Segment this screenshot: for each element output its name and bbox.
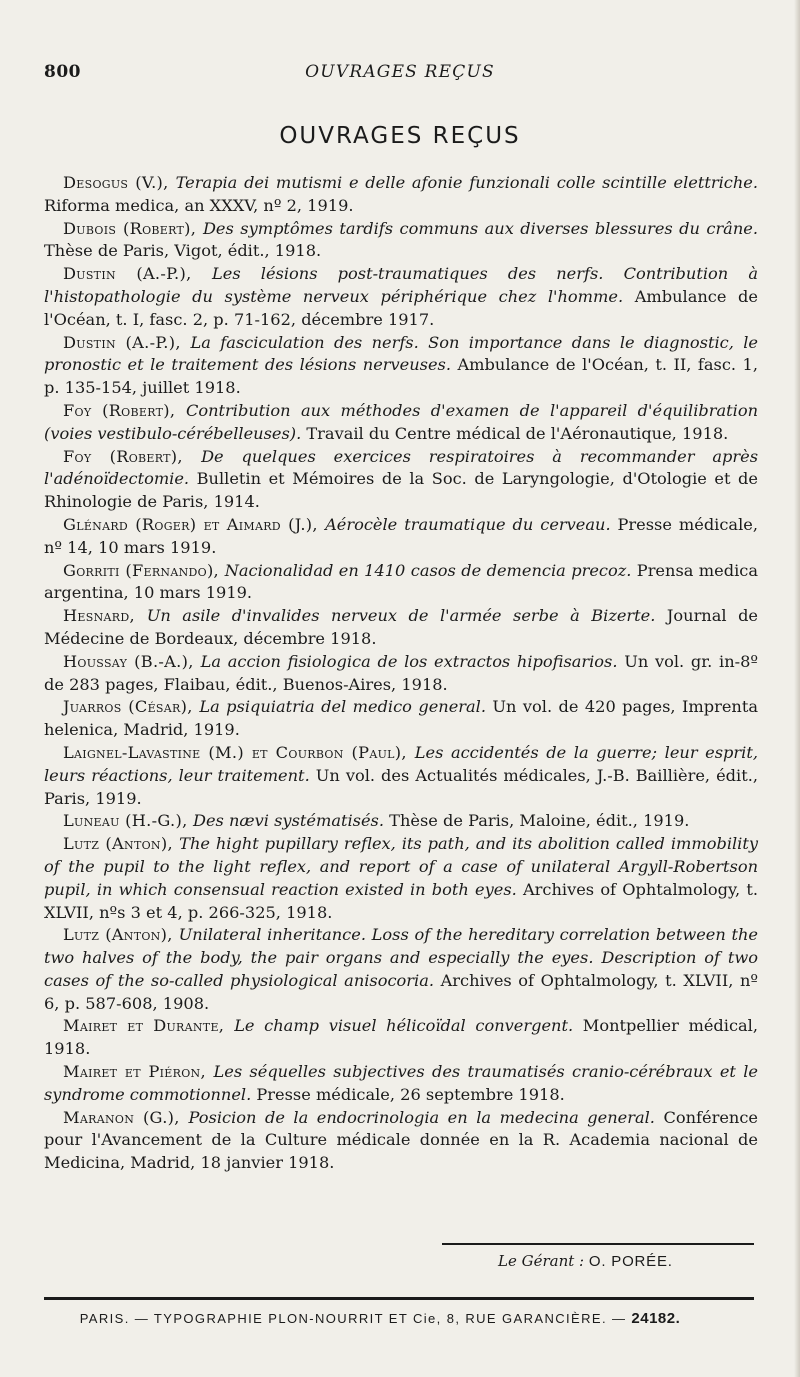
entry-publication: Un vol. gr. in-8º de 283 pages, Flaibau, édit., Buenos-Aires, 1918. xyxy=(44,651,759,694)
entry-publication: Ambulance de l'Océan, t. I, fasc. 2, p. 71-162, décembre 1917. xyxy=(44,286,758,329)
bibliography-entry xyxy=(44,651,758,697)
page-number: 800 xyxy=(44,62,81,82)
entry-work-title: Un asile d'invalides nerveux de l'armée serbe à Bizerte. xyxy=(146,606,656,626)
entry-work-title: Des nævi systématisés. xyxy=(193,811,384,831)
entry-publication: Thèse de Paris, Vigot, édit., 1918. xyxy=(44,241,322,261)
bibliography-entry xyxy=(44,1061,758,1107)
entry-work-title: La accion fisiologica de los extractos hipofisarios. xyxy=(200,651,618,671)
bibliography-entry xyxy=(44,400,758,446)
bibliography-entry xyxy=(44,332,758,400)
entry-publication: Ambulance de l'Océan, t. II, fasc. 1, p. 135-154, juillet 1918. xyxy=(44,355,758,398)
entry-publication: Travail du Centre médical de l'Aéronautique, 1918. xyxy=(301,423,729,443)
entry-publication: Journal de Médecine de Bordeaux, décembre 1918. xyxy=(44,606,759,648)
entry-publication: Presse médicale, nº 14, 10 mars 1919. xyxy=(44,514,758,557)
imprint-text: PARIS. — TYPOGRAPHIE PLON-NOURRIT ET Cie, 8, RUE GARANCIÈRE. — xyxy=(79,1311,632,1326)
entry-author: Lutz (Anton), xyxy=(63,834,180,854)
bibliography-entry xyxy=(44,833,758,924)
entry-work-title: Des symptômes tardifs communs aux diverses blessures du crâne. xyxy=(202,218,758,238)
entry-author: Laignel-Lavastine (M.) et Courbon (Paul), xyxy=(63,742,415,762)
entry-work-title: Le champ visuel hélicoïdal convergent. xyxy=(234,1016,574,1036)
entry-author: Maranon (G.), xyxy=(63,1107,189,1127)
bibliography-list xyxy=(44,172,758,1175)
entry-author: Foy (Robert), xyxy=(63,446,202,466)
imprint-rule xyxy=(44,1297,754,1300)
entry-publication: Montpellier médical, 1918. xyxy=(44,1016,758,1059)
entry-publication: Archives of Ophtalmology, t. XLVII, nºs 3 et 4, p. 266-325, 1918. xyxy=(44,879,758,922)
imprint-number: 24182. xyxy=(631,1310,681,1327)
entry-author: Lutz (Anton), xyxy=(63,925,179,945)
bibliography-entry xyxy=(44,742,758,810)
section-title: OUVRAGES REÇUS xyxy=(279,123,521,149)
entry-work-title: Posicion de la endocrinologia en la medecina general. xyxy=(188,1107,655,1127)
signature-line xyxy=(498,1252,673,1270)
bibliography-entry xyxy=(44,1107,758,1175)
entry-publication: Riforma medica, an XXXV, nº 2, 1919. xyxy=(44,195,354,215)
entry-author: Hesnard, xyxy=(63,606,147,626)
entry-author: Dubois (Robert), xyxy=(63,218,203,238)
entry-author: Desogus (V.), xyxy=(63,173,176,192)
entry-author: Mairet et Durante, xyxy=(63,1016,235,1036)
entry-author: Mairet et Piéron, xyxy=(63,1062,214,1082)
printer-imprint xyxy=(0,1310,760,1327)
entry-work-title: Nacionalidad en 1410 casos de demencia precoz. xyxy=(224,560,632,580)
entry-work-title: Aérocèle traumatique du cerveau. xyxy=(325,514,611,534)
bibliography-entry xyxy=(44,218,758,264)
entry-work-title: La fasciculation des nerfs. Son importance dans le diagnostic, le pronostic et le traitement des lésions nerveuses. xyxy=(44,332,758,375)
bibliography-entry xyxy=(44,924,758,1015)
entry-work-title: Terapia dei mutismi e delle afonie funzionali colle scintille elettriche. xyxy=(175,173,758,192)
bibliography-entry xyxy=(44,810,758,833)
entry-publication: Bulletin et Mémoires de la Soc. de Laryngologie, d'Otologie et de Rhinologie de Paris, 1914. xyxy=(44,469,758,512)
entry-work-title: Les séquelles subjectives des traumatisés cranio-cérébraux et le syndrome commotionnel. xyxy=(44,1062,758,1104)
entry-author: Gorriti (Fernando), xyxy=(63,560,225,580)
bibliography-entry xyxy=(44,696,758,742)
entry-work-title: Les accidentés de la guerre; leur esprit, leurs réactions, leur traitement. xyxy=(44,742,758,785)
entry-publication: Presse médicale, 26 septembre 1918. xyxy=(251,1084,565,1104)
running-title: OUVRAGES REÇUS xyxy=(305,62,495,82)
entry-publication: Archives of Ophtalmology, t. XLVII, nº 6, p. 587-608, 1908. xyxy=(44,970,758,1013)
entry-work-title: The hight pupillary reflex, its path, and its abolition called immobility of the pupil to the light reflex, and report of a case of unilateral Argyll-Robertson pupil, in which consensual reaction existed in both eyes. xyxy=(44,834,758,899)
entry-author: Juarros (César), xyxy=(63,697,200,717)
signature-name: O. PORÉE. xyxy=(588,1253,673,1270)
signature-label: Le Gérant : xyxy=(498,1252,589,1270)
entry-author: Luneau (H.-G.), xyxy=(63,811,193,831)
running-head xyxy=(44,62,756,86)
entry-publication: Conférence pour l'Avancement de la Culture médicale donnée en la R. Academia nacional de Medicina, Madrid, 18 janvier 1918. xyxy=(44,1107,758,1173)
bibliography-entry xyxy=(44,1015,758,1061)
entry-work-title: La psiquiatria del medico general. xyxy=(199,697,486,717)
entry-publication: Un vol. de 420 pages, Imprenta helenica, Madrid, 1919. xyxy=(44,697,758,740)
bibliography-entry xyxy=(44,446,758,514)
bibliography-entry xyxy=(44,514,758,560)
entry-work-title: Les lésions post-traumatiques des nerfs. Contribution à l'histopathologie du système nerveux périphérique chez l'homme. xyxy=(44,264,758,306)
entry-author: Glénard (Roger) et Aimard (J.), xyxy=(63,514,326,534)
bibliography-entry xyxy=(44,172,758,218)
entry-author: Dustin (A.-P.), xyxy=(63,332,191,352)
bibliography-entry xyxy=(44,605,758,651)
entry-work-title: De quelques exercices respiratoires à recommander après l'adénoïdectomie. xyxy=(44,446,758,489)
entry-author: Dustin (A.-P.), xyxy=(63,264,213,284)
page-edge-shadow xyxy=(794,0,800,1377)
bibliography-entry xyxy=(44,263,758,331)
entry-author: Houssay (B.-A.), xyxy=(63,651,201,671)
entry-publication: Prensa medica argentina, 10 mars 1919. xyxy=(44,560,758,603)
signature-rule xyxy=(442,1243,754,1245)
entry-publication: Un vol. des Actualités médicales, J.-B. Baillière, édit., Paris, 1919. xyxy=(44,765,758,808)
entry-publication: Thèse de Paris, Maloine, édit., 1919. xyxy=(384,811,690,831)
entry-work-title: Unilateral inheritance. Loss of the hereditary correlation between the two halves of the body, the pair organs and especially the eyes. Description of two cases of the so-called physiological anisocoria. xyxy=(44,925,758,990)
entry-work-title: Contribution aux méthodes d'examen de l'appareil d'équilibration (voies vestibulo-cérébelleuses). xyxy=(44,400,758,443)
bibliography-entry xyxy=(44,560,758,606)
entry-author: Foy (Robert), xyxy=(63,400,186,420)
